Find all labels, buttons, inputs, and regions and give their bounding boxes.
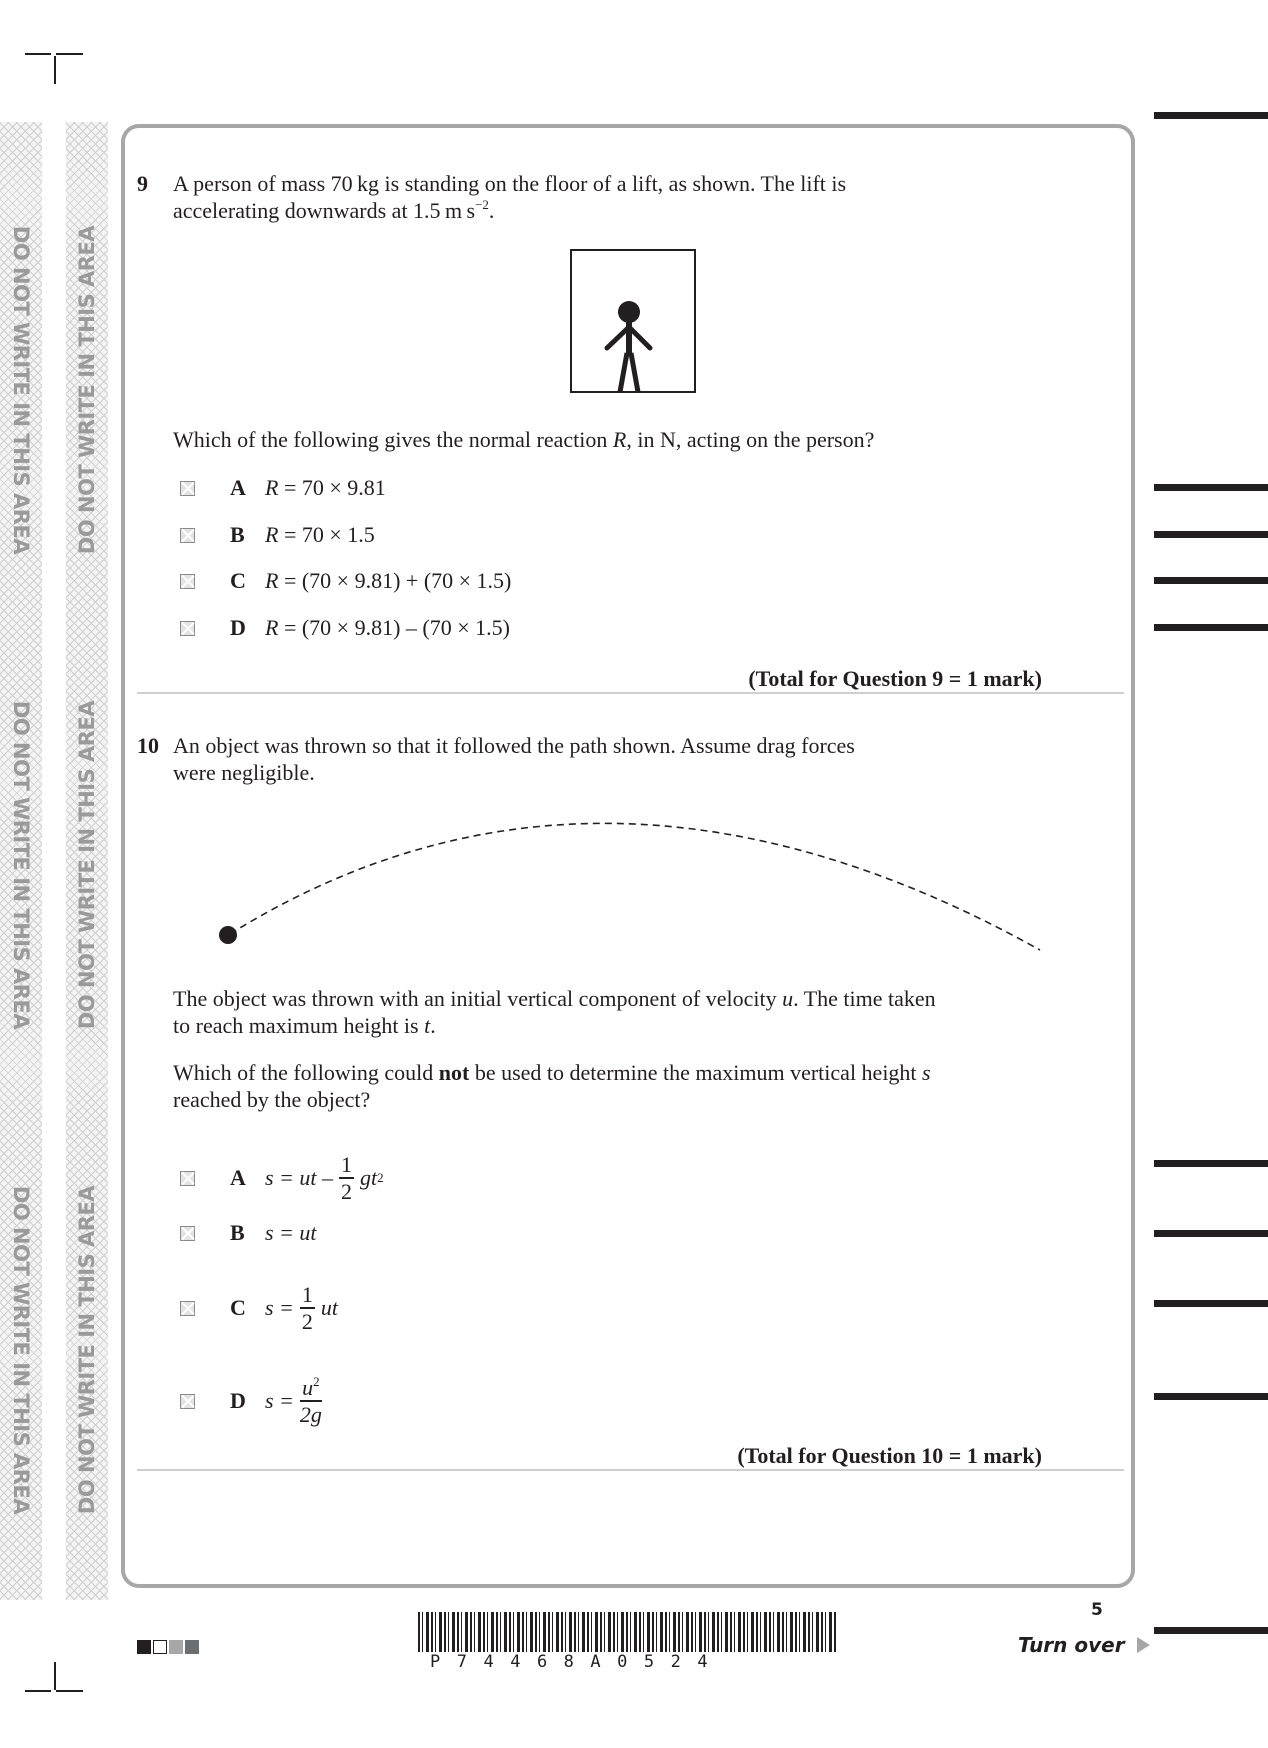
barcode-text: P74468A0524 <box>430 1652 725 1672</box>
option-b[interactable]: B R = 70 × 1.5 <box>180 520 375 550</box>
fraction: $\frac{u^2}{2g}$ <box>299 1374 322 1427</box>
crop-mark <box>54 1662 56 1690</box>
margin-warning: DO NOT WRITE IN THIS AREA <box>9 1185 33 1515</box>
answer-checkbox[interactable] <box>180 1394 195 1409</box>
crop-mark <box>25 1690 51 1692</box>
crop-mark <box>56 1690 83 1692</box>
margin-bar <box>1154 624 1268 631</box>
margin-bar <box>1154 1393 1268 1400</box>
margin-warning: DO NOT WRITE IN THIS AREA <box>75 700 99 1030</box>
option-a[interactable]: A s = ut – $\frac{1}{2}$ gt 2 <box>180 1148 384 1208</box>
page-marker-squares <box>137 1640 199 1654</box>
margin-warning: DO NOT WRITE IN THIS AREA <box>9 225 33 555</box>
fraction: $\frac{1}{2}$ <box>301 1282 313 1334</box>
question-stem: A person of mass 70 kg is standing on the floor of a lift, as shown. The lift is accelerating downwards at 1.5 m $s^{-2}$. <box>173 171 847 223</box>
option-b[interactable]: B s = ut <box>180 1218 317 1248</box>
arrow-right-icon <box>1137 1637 1150 1653</box>
option-d[interactable]: D s = $\frac{u^2}{2g}$ <box>180 1371 328 1431</box>
margin-warning: DO NOT WRITE IN THIS AREA <box>9 700 33 1030</box>
crop-mark <box>54 56 56 84</box>
margin-bar <box>1154 1627 1268 1634</box>
divider <box>137 692 1124 694</box>
margin-bar <box>1154 577 1268 584</box>
question-total: (Total for Question 9 = 1 mark) <box>748 666 1042 691</box>
question-prompt: Which of the following gives the normal reaction R, in N, acting on the person? <box>173 427 875 452</box>
margin-warning: DO NOT WRITE IN THIS AREA <box>75 225 99 555</box>
answer-checkbox[interactable] <box>180 481 195 496</box>
answer-checkbox[interactable] <box>180 528 195 543</box>
answer-checkbox[interactable] <box>180 1226 195 1241</box>
question-context: The object was thrown with an initial vertical component of velocity u. The time taken to reach maximum height is t. <box>173 986 936 1038</box>
barcode <box>418 1612 838 1652</box>
crop-mark <box>25 53 51 55</box>
margin-warning: DO NOT WRITE IN THIS AREA <box>75 1185 99 1515</box>
margin-bar <box>1154 531 1268 538</box>
margin-bar <box>1154 1300 1268 1307</box>
answer-checkbox[interactable] <box>180 574 195 589</box>
page-number: 5 <box>1091 1600 1103 1620</box>
projectile-ball-icon <box>219 926 237 944</box>
margin-bar <box>1154 1160 1268 1167</box>
question-stem: An object was thrown so that it followed the path shown. Assume drag forces were negligible. <box>173 733 855 785</box>
divider <box>137 1469 1124 1471</box>
question-number: 10 <box>137 733 159 758</box>
question-number: 9 <box>137 171 148 196</box>
answer-checkbox[interactable] <box>180 621 195 636</box>
lift-person-figure <box>570 249 696 394</box>
turn-over: Turn over <box>1018 1633 1150 1657</box>
fraction: $\frac{1}{2}$ <box>341 1152 353 1204</box>
option-d[interactable]: D R = (70 × 9.81) – (70 × 1.5) <box>180 613 510 643</box>
margin-bar <box>1154 1230 1268 1237</box>
question-prompt: Which of the following could not be used to determine the maximum vertical height s reached by the object? <box>173 1060 931 1112</box>
option-c[interactable]: C R = (70 × 9.81) + (70 × 1.5) <box>180 566 511 596</box>
option-c[interactable]: C s = $\frac{1}{2}$ ut <box>180 1278 338 1338</box>
option-a[interactable]: A R = 70 × 9.81 <box>180 473 386 503</box>
projectile-path-figure <box>210 800 1060 960</box>
answer-checkbox[interactable] <box>180 1301 195 1316</box>
answer-checkbox[interactable] <box>180 1171 195 1186</box>
margin-bar <box>1154 112 1268 119</box>
margin-bar <box>1154 484 1268 491</box>
question-total: (Total for Question 10 = 1 mark) <box>737 1443 1042 1468</box>
crop-mark <box>56 53 83 55</box>
